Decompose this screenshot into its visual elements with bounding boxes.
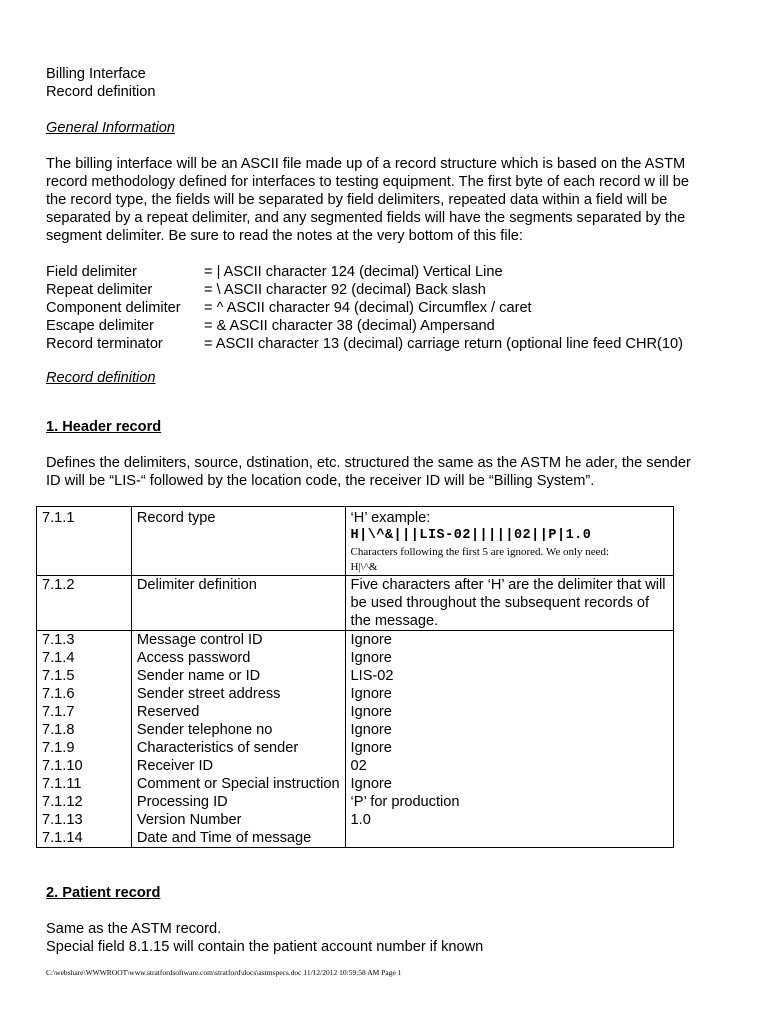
field-id: 7.1.10	[37, 757, 132, 775]
field-name: Delimiter definition	[131, 576, 345, 631]
field-value: Ignore	[345, 631, 673, 650]
field-id: 7.1.4	[37, 649, 132, 667]
field-value: Ignore	[345, 775, 673, 793]
delimiter-row	[46, 299, 683, 317]
delimiter-name: Escape delimiter	[46, 318, 154, 334]
delimiter-value: = ^ ASCII character 94 (decimal) Circumflex / caret	[204, 300, 532, 316]
table-row	[37, 703, 674, 721]
field-value: LIS-02	[345, 667, 673, 685]
table-row	[37, 739, 674, 757]
field-id: 7.1.9	[37, 739, 132, 757]
field-value: Ignore	[345, 649, 673, 667]
field-value	[345, 829, 673, 848]
field-id: 7.1.3	[37, 631, 132, 650]
field-value: 02	[345, 757, 673, 775]
field-name: Reserved	[131, 703, 345, 721]
field-id: 7.1.8	[37, 721, 132, 739]
header-record-table	[36, 506, 674, 848]
field-name: Version Number	[131, 811, 345, 829]
field-name: Date and Time of message	[131, 829, 345, 848]
paragraph-line: the record type, the fields will be separated by field delimiters, repeated data within a field will be	[46, 192, 668, 208]
table-row	[37, 793, 674, 811]
field-name: Record type	[131, 507, 345, 576]
field-value-text: ‘H’ example:	[350, 510, 431, 526]
field-name: Sender street address	[131, 685, 345, 703]
header-record-desc-line: ID will be “LIS-“ followed by the location code, the receiver ID will be “Billing System”.	[46, 473, 595, 489]
delimiter-list	[46, 263, 683, 353]
table-row	[37, 507, 674, 576]
paragraph-line: record methodology defined for interfaces to testing equipment. The first byte of each record w ill be	[46, 174, 690, 190]
field-id: 7.1.14	[37, 829, 132, 848]
field-name: Sender telephone no	[131, 721, 345, 739]
doc-subtitle: Record definition	[46, 84, 156, 100]
header-record-desc-line: Defines the delimiters, source, dstination, etc. structured the same as the ASTM he ader, the sender	[46, 455, 691, 471]
field-value: Ignore	[345, 685, 673, 703]
delimiter-name: Repeat delimiter	[46, 282, 153, 298]
example-note: Characters following the first 5 are ignored. We only need:	[350, 546, 610, 558]
table-row	[37, 811, 674, 829]
field-id: 7.1.1	[37, 507, 132, 576]
table-row	[37, 649, 674, 667]
record-definition-heading: Record definition	[46, 370, 156, 386]
delimiter-name: Field delimiter	[46, 264, 137, 280]
table-row	[37, 829, 674, 848]
paragraph-line: The billing interface will be an ASCII file made up of a record structure which is based on the ASTM	[46, 156, 686, 172]
field-name: Sender name or ID	[131, 667, 345, 685]
delimiter-value: = \ ASCII character 92 (decimal) Back slash	[204, 282, 486, 298]
field-value: ‘P’ for production	[345, 793, 673, 811]
patient-record-line: Same as the ASTM record.	[46, 921, 222, 937]
field-id: 7.1.5	[37, 667, 132, 685]
table-row	[37, 685, 674, 703]
doc-title: Billing Interface	[46, 66, 146, 82]
field-name: Comment or Special instruction	[131, 775, 345, 793]
field-value: Ignore	[345, 703, 673, 721]
field-value	[345, 507, 673, 576]
field-value: Ignore	[345, 739, 673, 757]
header-record-heading: 1. Header record	[46, 419, 162, 435]
field-name: Receiver ID	[131, 757, 345, 775]
field-value: Five characters after ‘H’ are the delimiter that will be used throughout the subsequent records of the message.	[345, 576, 673, 631]
delimiter-row	[46, 335, 683, 353]
table-row	[37, 775, 674, 793]
example-note-minimum: H|\^&	[350, 561, 378, 573]
table-row	[37, 757, 674, 775]
delimiter-row	[46, 317, 683, 335]
patient-record-heading: 2. Patient record	[46, 885, 161, 901]
field-id: 7.1.6	[37, 685, 132, 703]
field-name: Message control ID	[131, 631, 345, 650]
patient-record-line: Special field 8.1.15 will contain the patient account number if known	[46, 939, 484, 955]
field-value: Ignore	[345, 721, 673, 739]
general-info-heading: General Information	[46, 120, 175, 136]
general-info-paragraph	[46, 155, 718, 245]
paragraph-line: separated by a repeat delimiter, and any segmented fields will have the segments separated by the	[46, 210, 686, 226]
delimiter-value: = ASCII character 13 (decimal) carriage return (optional line feed CHR(10)	[204, 336, 683, 352]
field-name: Access password	[131, 649, 345, 667]
table-row	[37, 721, 674, 739]
field-id: 7.1.7	[37, 703, 132, 721]
field-value: 1.0	[345, 811, 673, 829]
table-row	[37, 576, 674, 631]
paragraph-line: segment delimiter. Be sure to read the notes at the very bottom of this file:	[46, 228, 523, 244]
delimiter-value: = | ASCII character 124 (decimal) Vertical Line	[204, 264, 503, 280]
field-id: 7.1.13	[37, 811, 132, 829]
field-name: Characteristics of sender	[131, 739, 345, 757]
delimiter-row	[46, 281, 683, 299]
table-row	[37, 631, 674, 650]
delimiter-name: Record terminator	[46, 336, 163, 352]
header-example: H|\^&|||LIS-02|||||02||P|1.0	[350, 528, 592, 543]
delimiter-value: = & ASCII character 38 (decimal) Ampersand	[204, 318, 495, 334]
field-id: 7.1.11	[37, 775, 132, 793]
table-row	[37, 667, 674, 685]
delimiter-name: Component delimiter	[46, 300, 181, 316]
field-id: 7.1.2	[37, 576, 132, 631]
delimiter-row	[46, 263, 683, 281]
page-footer: C:\webshare\WWWROOT\www.stratfordsoftware.com\stratford\docs\astmspecs.doc 11/12/2012 10:59:58 AM Page 1	[46, 968, 402, 977]
field-name: Processing ID	[131, 793, 345, 811]
field-id: 7.1.12	[37, 793, 132, 811]
